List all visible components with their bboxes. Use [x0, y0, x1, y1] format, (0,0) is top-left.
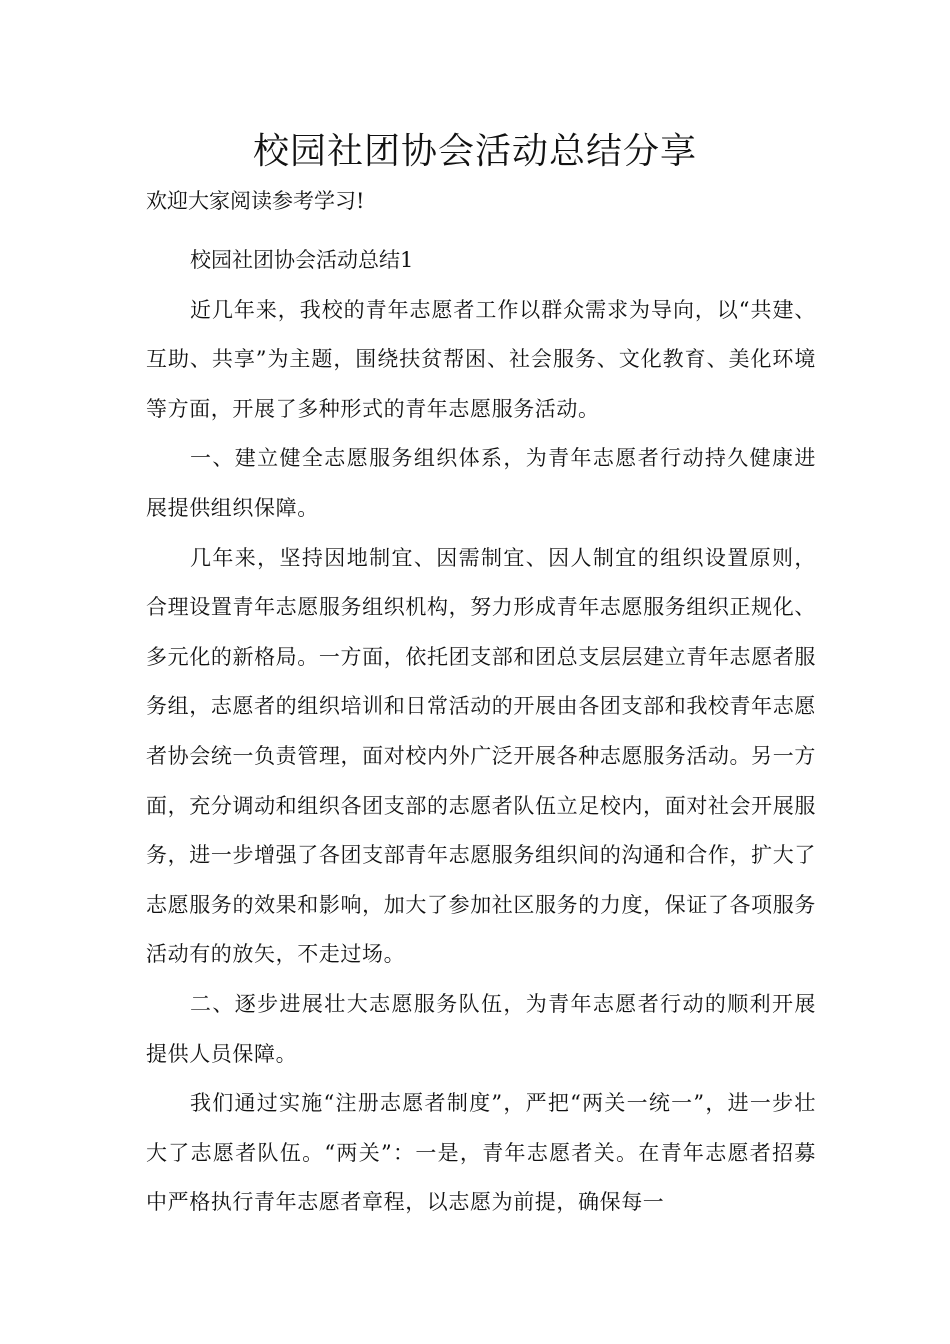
greeting-line: 欢迎大家阅读参考学习!: [146, 189, 365, 213]
document-title: 校园社团协会活动总结分享: [252, 131, 697, 172]
body-paragraph: 一、建立健全志愿服务组织体系，为青年志愿者行动持久健康进展提供组织保障。: [146, 446, 816, 520]
body-paragraph: 二、逐步进展壮大志愿服务队伍，为青年志愿者行动的顺利开展提供人员保障。: [146, 991, 816, 1066]
body-paragraph: 近几年来，我校的青年志愿者工作以群众需求为导向，以“共建、互助、共享”为主题，围绕扶贫帮困、社会服务、文化教育、美化环境等方面，开展了多种形式的青年志愿服务活动。: [146, 297, 816, 421]
body-paragraph: 我们通过实施“注册志愿者制度”，严把“两关一统一”，进一步壮大了志愿者队伍。“两关”：一是，青年志愿者关。在青年志愿者招募中严格执行青年志愿者章程，以志愿为前提，确保每一: [146, 1091, 816, 1215]
body-paragraph: 几年来，坚持因地制宜、因需制宜、因人制宜的组织设置原则，合理设置青年志愿服务组织机构，努力形成青年志愿服务组织正规化、多元化的新格局。一方面，依托团支部和团总支层层建立青年志愿者服务组，志愿者的组织培训和日常活动的开展由各团支部和我校青年志愿者协会统一负责管理，面对校内外广泛开展各种志愿服务活动。另一方面，充分调动和组织各团支部的志愿者队伍立足校内，面对社会开展服务，进一步增强了各团支部青年志愿服务组织间的沟通和合作，扩大了志愿服务的效果和影响，加大了参加社区服务的力度，保证了各项服务活动有的放矢，不走过场。: [146, 545, 816, 967]
document-body: [146, 236, 816, 1228]
section-heading: 校园社团协会活动总结1: [190, 248, 414, 272]
